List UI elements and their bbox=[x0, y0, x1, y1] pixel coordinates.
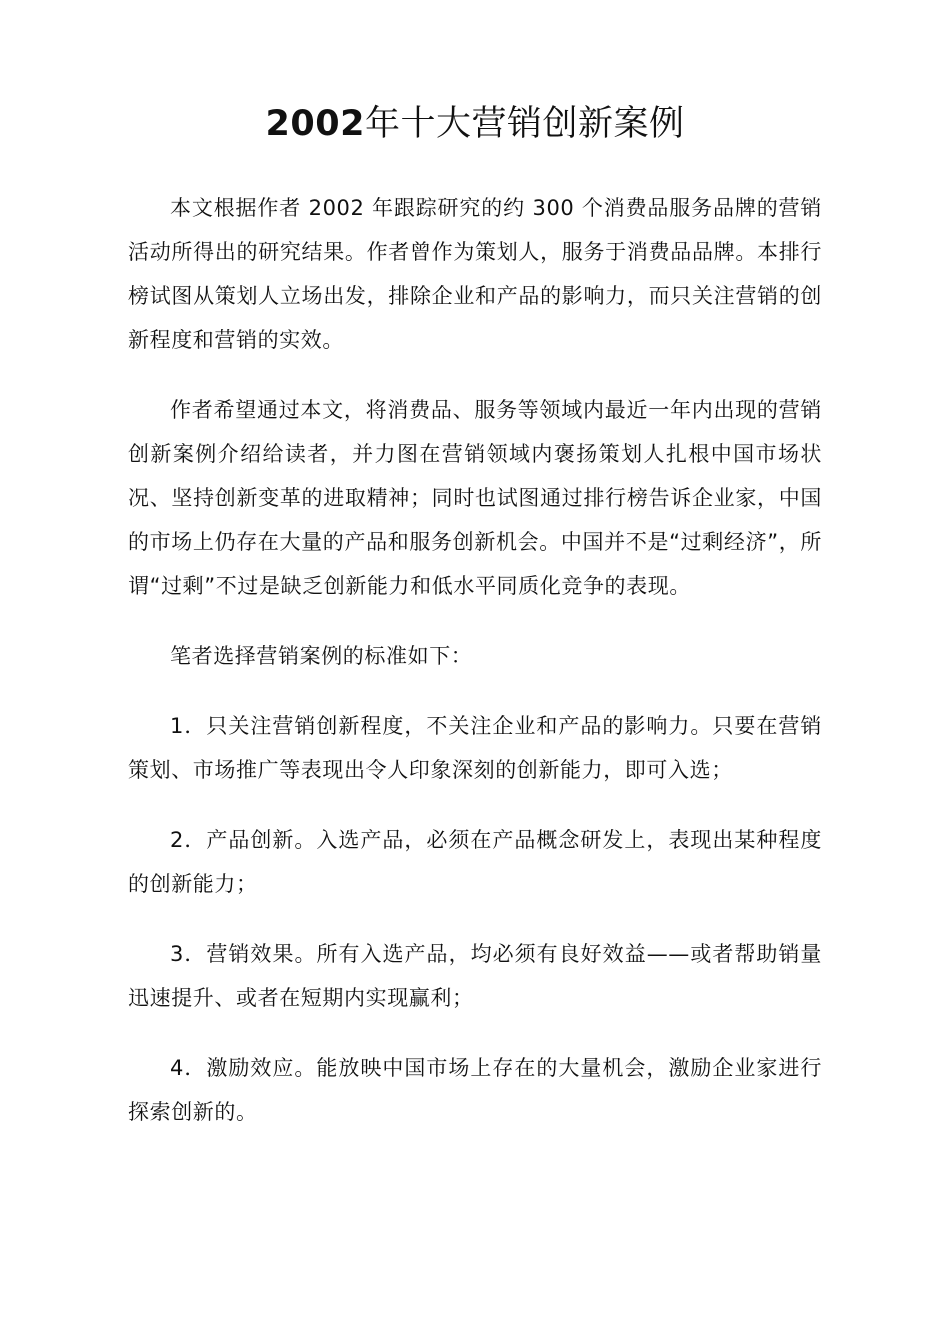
document-title bbox=[128, 96, 822, 152]
criteria-intro: 笔者选择营销案例的标准如下： bbox=[170, 644, 473, 668]
document-body bbox=[128, 186, 822, 1160]
criterion-2: 2．产品创新。入选产品，必须在产品概念研发上，表现出某种程度的创新能力； bbox=[128, 828, 822, 896]
purpose-paragraph: 作者希望通过本文，将消费品、服务等领域内最近一年内出现的营销创新案例介绍给读者，并力图在营销领域内褒扬策划人扎根中国市场状况、坚持创新变革的进取精神；同时也试图通过排行榜告诉企业家，中国的市场上仍存在大量的产品和服务创新机会。中国并不是“过剩经济”，所谓“过剩”不过是缺乏创新能力和低水平同质化竞争的表现。 bbox=[128, 398, 822, 598]
title-text: 年十大营销创新案例 bbox=[364, 104, 685, 144]
criterion-4: 4．激励效应。能放映中国市场上存在的大量机会，激励企业家进行探索创新的。 bbox=[128, 1056, 822, 1124]
title-year: 2002 bbox=[265, 104, 365, 144]
intro-paragraph: 本文根据作者 2002 年跟踪研究的约 300 个消费品服务品牌的营销活动所得出的研究结果。作者曾作为策划人，服务于消费品品牌。本排行榜试图从策划人立场出发，排除企业和产品的影响力，而只关注营销的创新程度和营销的实效。 bbox=[128, 196, 822, 352]
criterion-3: 3．营销效果。所有入选产品，均必须有良好效益——或者帮助销量迅速提升、或者在短期内实现赢利； bbox=[128, 942, 822, 1010]
criterion-1: 1．只关注营销创新程度，不关注企业和产品的影响力。只要在营销策划、市场推广等表现出令人印象深刻的创新能力，即可入选； bbox=[128, 714, 822, 782]
